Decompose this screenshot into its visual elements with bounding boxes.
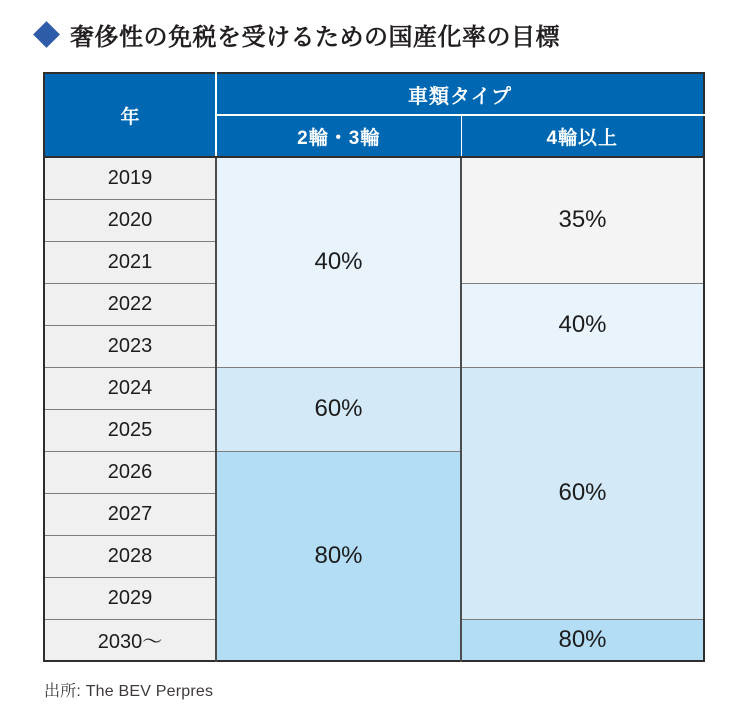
- year-cell-2023: 2023: [44, 325, 216, 367]
- year-cell-2028: 2028: [44, 535, 216, 577]
- value-cell-4w-40: 40%: [461, 283, 704, 367]
- value-cell-2w3w-80: 80%: [216, 451, 461, 661]
- localization-rate-table: [43, 72, 705, 662]
- source-note: 出所: The BEV Perpres: [44, 683, 214, 700]
- figure-title-text: 奢侈性の免税を受けるための国産化率の目標: [70, 23, 560, 51]
- header-year: 年: [44, 73, 216, 157]
- year-cell-2021: 2021: [44, 241, 216, 283]
- figure-title: [34, 18, 706, 50]
- year-cell-2027: 2027: [44, 493, 216, 535]
- header-row-group: [44, 73, 704, 115]
- table-row: [44, 367, 704, 409]
- year-cell-2020: 2020: [44, 199, 216, 241]
- value-cell-4w-60: 60%: [461, 367, 704, 619]
- year-cell-2026: 2026: [44, 451, 216, 493]
- header-vehicle-type: 車類タイプ: [216, 73, 704, 115]
- value-cell-2w3w-40: 40%: [216, 157, 461, 367]
- year-cell-2025: 2025: [44, 409, 216, 451]
- diamond-bullet-icon: [33, 21, 60, 48]
- year-cell-2024: 2024: [44, 367, 216, 409]
- year-cell-2022: 2022: [44, 283, 216, 325]
- header-2wheel-3wheel: 2輪・3輪: [216, 115, 461, 157]
- year-cell-2019: 2019: [44, 157, 216, 199]
- value-cell-4w-35: 35%: [461, 157, 704, 283]
- header-4wheel-plus: 4輪以上: [461, 115, 704, 157]
- table-row: [44, 157, 704, 199]
- year-cell-2029: 2029: [44, 577, 216, 619]
- value-cell-2w3w-60: 60%: [216, 367, 461, 451]
- value-cell-4w-80: 80%: [461, 619, 704, 661]
- year-cell-2030: 2030〜: [44, 619, 216, 661]
